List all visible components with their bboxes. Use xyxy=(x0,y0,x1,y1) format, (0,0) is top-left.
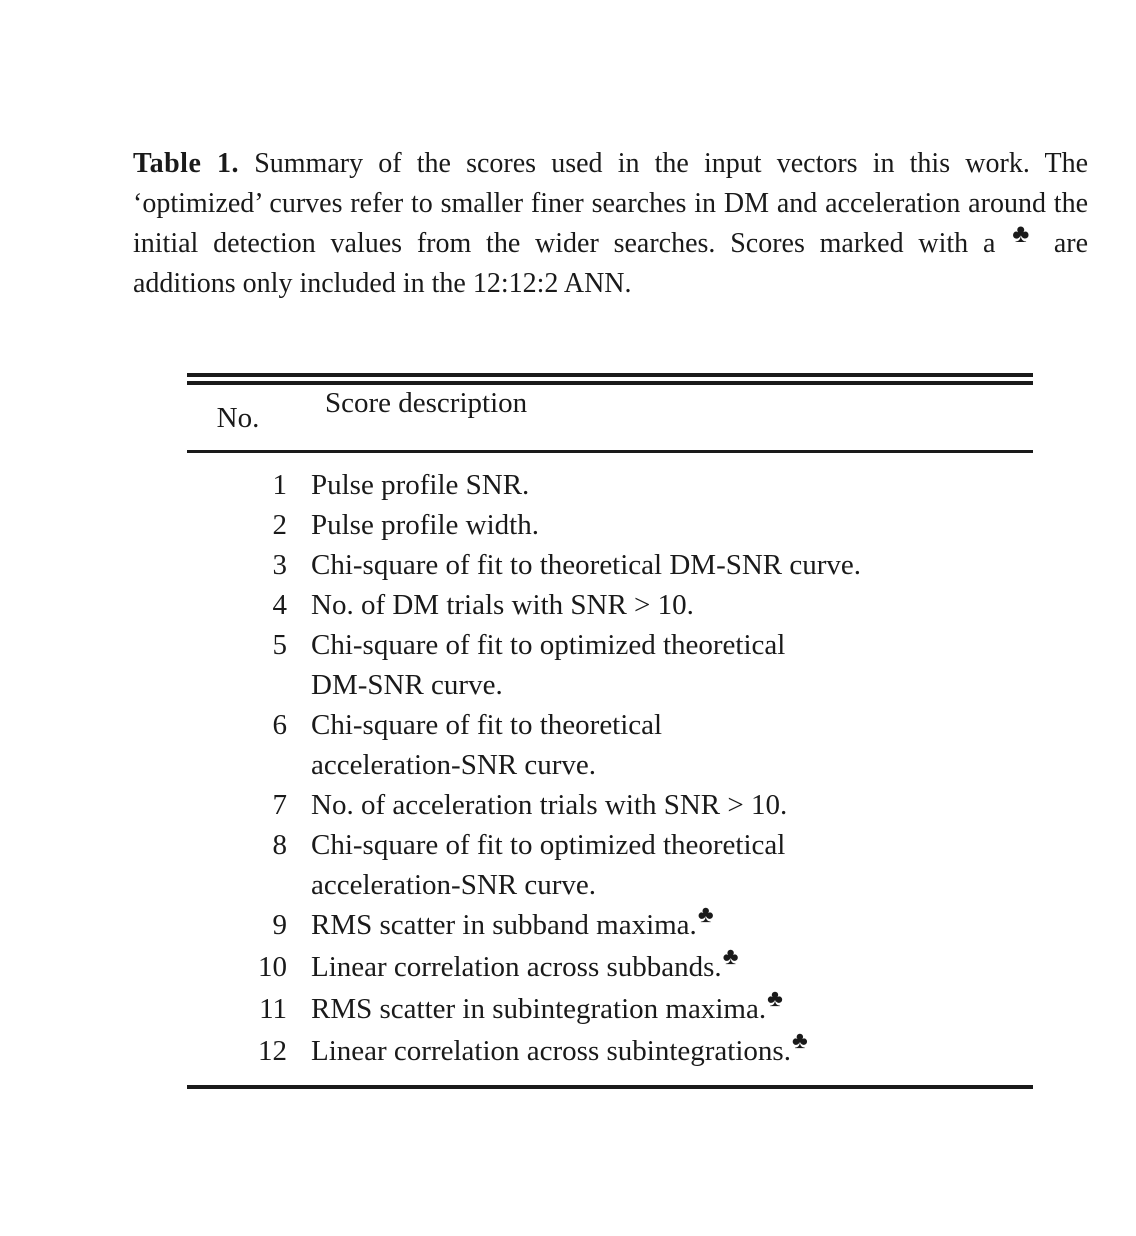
club-symbol-icon: ♣ xyxy=(1012,219,1038,248)
table-header-row xyxy=(187,385,1033,450)
row-number: 9 xyxy=(272,909,287,941)
table-bottom-rule xyxy=(187,1085,1033,1089)
row-description xyxy=(311,505,1033,545)
table-row xyxy=(187,989,1033,1031)
table-top-rule xyxy=(187,373,1033,385)
caption-text-part2: are additions only included in the 12:12:2 ANN. xyxy=(133,228,1089,299)
row-description xyxy=(311,944,1033,989)
row-description-line1: Pulse profile width. xyxy=(311,509,539,541)
row-description xyxy=(311,902,1033,947)
row-description-line1: Linear correlation across subintegrations. xyxy=(311,1035,791,1067)
row-description xyxy=(311,825,1033,905)
table-row xyxy=(187,625,1033,705)
row-number: 5 xyxy=(272,629,287,661)
table-row xyxy=(187,1031,1033,1085)
row-description xyxy=(311,785,1033,825)
club-marker-icon: ♣ xyxy=(697,902,714,928)
row-description xyxy=(311,1028,1033,1085)
row-description-line2: acceleration-SNR curve. xyxy=(311,869,597,901)
row-description xyxy=(311,545,1033,585)
table-row xyxy=(187,785,1033,825)
scores-table xyxy=(187,373,1033,1089)
row-description-line1: Chi-square of fit to optimized theoretical xyxy=(311,829,786,861)
row-number: 3 xyxy=(272,549,287,581)
header-desc: Score description xyxy=(325,387,528,419)
table-row xyxy=(187,585,1033,625)
club-marker-icon: ♣ xyxy=(791,1028,808,1054)
row-description-line1: Linear correlation across subbands. xyxy=(311,951,722,983)
club-marker-icon: ♣ xyxy=(722,944,739,970)
row-description-line1: Chi-square of fit to optimized theoretical xyxy=(311,629,786,661)
row-description-line2: DM-SNR curve. xyxy=(311,669,503,701)
table-body xyxy=(187,453,1033,1085)
row-description xyxy=(311,705,1033,785)
row-number: 1 xyxy=(272,469,287,501)
row-number: 7 xyxy=(272,789,287,821)
row-description-line1: Chi-square of fit to theoretical xyxy=(311,709,663,741)
row-description-line2: acceleration-SNR curve. xyxy=(311,749,597,781)
table-row xyxy=(187,505,1033,545)
caption-label: Table 1. xyxy=(133,148,240,179)
row-number: 6 xyxy=(272,709,287,741)
club-marker-icon: ♣ xyxy=(767,986,783,1012)
row-number: 11 xyxy=(259,993,287,1025)
row-description-line1: No. of acceleration trials with SNR > 10. xyxy=(311,789,788,821)
row-description-line1: RMS scatter in subband maxima. xyxy=(311,909,697,941)
row-number: 8 xyxy=(272,829,287,861)
caption-text-part1: Summary of the scores used in the input vectors in this work. The ‘optimized’ curves refer to smaller finer searches in DM and acceleration around the initial detection values from the wider searches. Scores marked with a xyxy=(133,148,1088,259)
table-row xyxy=(187,825,1033,905)
table-row xyxy=(187,453,1033,505)
row-description xyxy=(311,625,1033,705)
row-description-line1: No. of DM trials with SNR > 10. xyxy=(311,589,694,621)
row-description xyxy=(311,986,1033,1031)
table-caption xyxy=(133,144,1088,304)
header-no: No. xyxy=(216,401,260,434)
table-row xyxy=(187,705,1033,785)
table-row xyxy=(187,545,1033,585)
row-description-line1: Pulse profile SNR. xyxy=(311,469,530,501)
row-number: 4 xyxy=(272,589,287,621)
row-description xyxy=(311,453,1033,505)
row-description xyxy=(311,585,1033,625)
table-row xyxy=(187,905,1033,947)
row-number: 10 xyxy=(258,951,287,983)
row-number: 2 xyxy=(272,509,287,541)
row-description-line1: RMS scatter in subintegration maxima. xyxy=(311,993,767,1025)
row-number: 12 xyxy=(258,1035,287,1067)
row-description-line1: Chi-square of fit to theoretical DM-SNR curve. xyxy=(311,549,862,581)
table-row xyxy=(187,947,1033,989)
